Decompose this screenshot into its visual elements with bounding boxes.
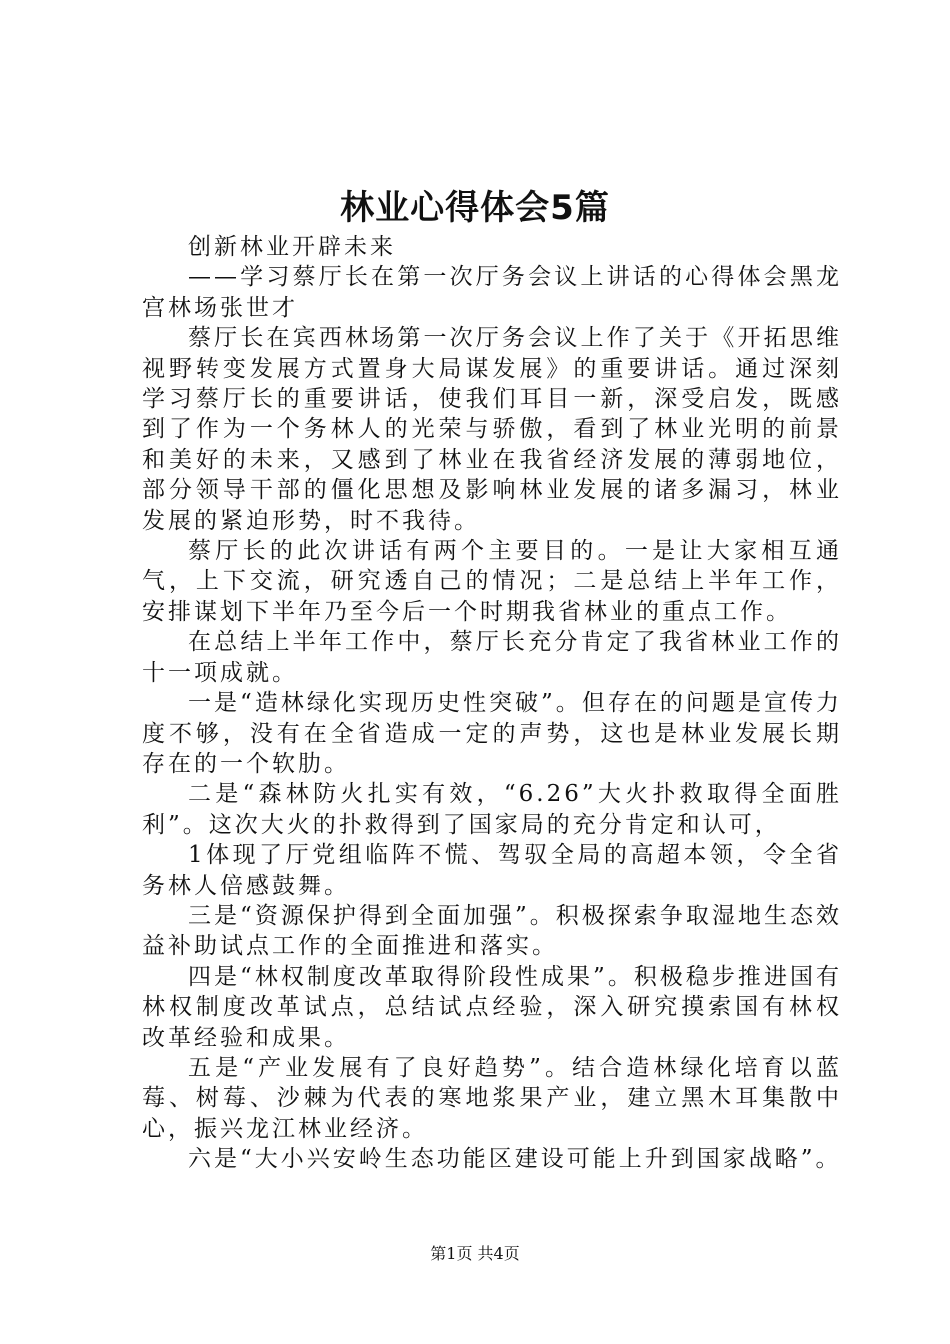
document-body [142, 232, 842, 1175]
paragraph-subtitle: 创新林业开辟未来 [188, 234, 396, 260]
paragraph: 二是“森林防火扎实有效，“6.26”大火扑救取得全面胜利”。这次大火的扑救得到了国家局的充分肯定和认可， [142, 781, 842, 838]
paragraph: 1体现了厅党组临阵不慌、驾驭全局的高超本领，令全省务林人倍感鼓舞。 [142, 842, 842, 899]
page-footer [0, 1244, 950, 1264]
page-total: 共4页 [477, 1244, 520, 1263]
document-title: 林业心得体会5篇 [340, 188, 610, 228]
page-number: 第1页 [430, 1244, 473, 1263]
paragraph: 蔡厅长在宾西林场第一次厅务会议上作了关于《开拓思维视野转变发展方式置身大局谋发展》的重要讲话。通过深刻学习蔡厅长的重要讲话，使我们耳目一新，深受启发，既感到了作为一个务林人的光荣与骄傲，看到了林业光明的前景和美好的未来，又感到了林业在我省经济发展的薄弱地位，部分领导干部的僵化思想及影响林业发展的诸多漏习，林业发展的紧迫形势，时不我待。 [142, 325, 842, 534]
paragraph: 三是“资源保护得到全面加强”。积极探索争取湿地生态效益补助试点工作的全面推进和落实。 [142, 902, 842, 960]
paragraph: 一是“造林绿化实现历史性突破”。但存在的问题是宣传力度不够，没有在全省造成一定的声势，这也是林业发展长期存在的一个软肋。 [142, 690, 842, 777]
paragraph: 四是“林权制度改革取得阶段性成果”。积极稳步推进国有林权制度改革试点，总结试点经验，深入研究摸索国有林权改革经验和成果。 [142, 963, 842, 1051]
paragraph: 五是“产业发展有了良好趋势”。结合造林绿化培育以蓝莓、树莓、沙棘为代表的寒地浆果产业，建立黑木耳集散中心，振兴龙江林业经济。 [142, 1054, 842, 1142]
paragraph: 在总结上半年工作中，蔡厅长充分肯定了我省林业工作的十一项成就。 [142, 629, 842, 686]
paragraph: 蔡厅长的此次讲话有两个主要目的。一是让大家相互通气，上下交流，研究透自己的情况；二是总结上半年工作，安排谋划下半年乃至今后一个时期我省林业的重点工作。 [142, 538, 842, 625]
paragraph-byline: ——学习蔡厅长在第一次厅务会议上讲话的心得体会黑龙宫林场张世才 [142, 264, 842, 321]
paragraph: 六是“大小兴安岭生态功能区建设可能上升到国家战略”。 [188, 1146, 842, 1173]
